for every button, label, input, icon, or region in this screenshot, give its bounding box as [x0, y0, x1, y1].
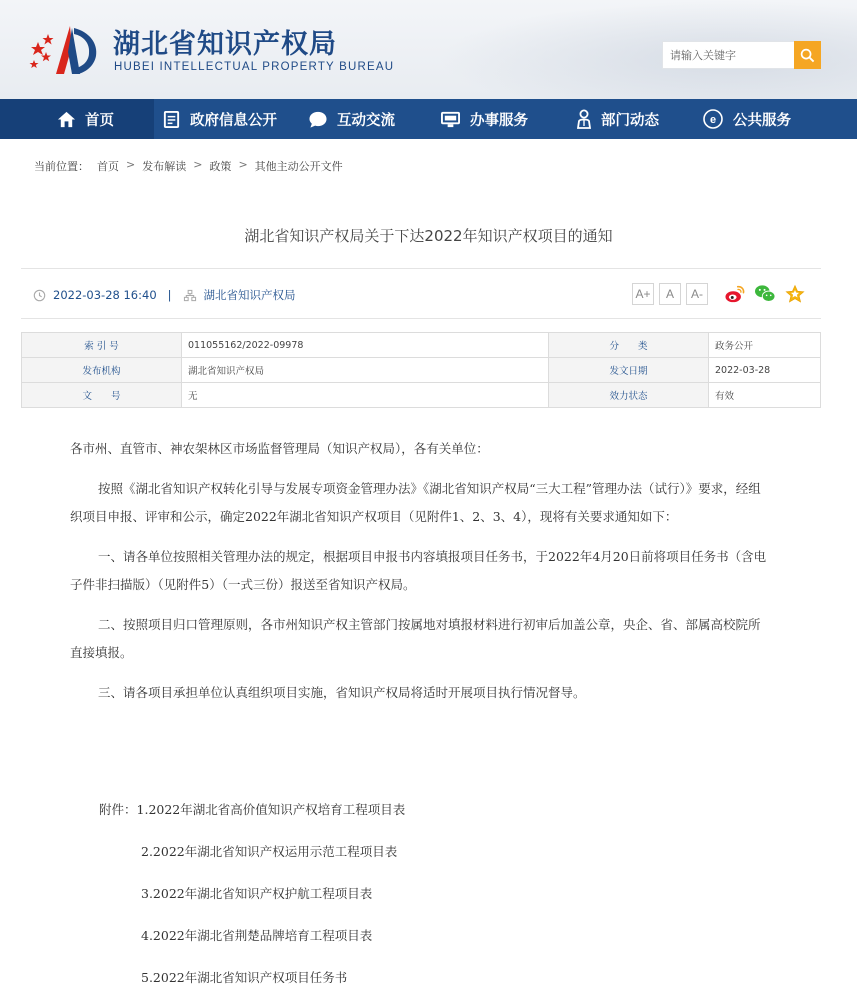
nav-item-interaction[interactable] — [298, 99, 432, 139]
article-body — [70, 435, 772, 719]
nav-label: 首页 — [85, 112, 114, 129]
person-icon — [576, 109, 592, 129]
breadcrumb-separator: > — [238, 158, 248, 171]
document-info-table — [21, 332, 821, 408]
info-value: 011055162/2022-09978 — [182, 333, 549, 358]
breadcrumb-link-home[interactable]: 首页 — [97, 160, 119, 173]
body-paragraph: 一、请各单位按照相关管理办法的规定，根据项目申报书内容填报项目任务书，于2022年4月20日前将项目任务书（含电子件非扫描版）（见附件5）（一式三份）报送至省知识产权局。 — [70, 549, 767, 592]
breadcrumb-prefix: 当前位置： — [34, 160, 89, 173]
info-value: 无 — [182, 383, 549, 408]
site-name-en: HUBEI INTELLECTUAL PROPERTY BUREAU — [114, 61, 395, 73]
info-value: 政务公开 — [709, 333, 821, 358]
favorite-button[interactable] — [784, 283, 806, 305]
info-label: 发文日期 — [549, 358, 709, 383]
font-increase-button[interactable]: A+ — [632, 283, 654, 305]
search-input[interactable] — [663, 42, 794, 68]
body-paragraph: 三、请各项目承担单位认真组织项目实施，省知识产权局将适时开展项目执行情况督导。 — [98, 685, 586, 700]
info-value: 有效 — [709, 383, 821, 408]
info-value: 湖北省知识产权局 — [182, 358, 549, 383]
nav-label: 办事服务 — [470, 112, 528, 129]
attachments-label — [99, 800, 405, 818]
article-title: 湖北省知识产权局关于下达2022年知识产权项目的通知 — [244, 227, 613, 245]
search-icon — [800, 48, 815, 63]
attachment-link[interactable]: 4.2022年湖北省荆楚品牌培育工程项目表 — [141, 928, 373, 943]
meta-separator: | — [167, 288, 172, 302]
nav-item-dept-news[interactable] — [566, 99, 694, 139]
nav-item-public-service[interactable] — [694, 99, 857, 139]
breadcrumb-separator: > — [193, 158, 203, 171]
font-default-button[interactable]: A — [659, 283, 681, 305]
bureau-logo-icon[interactable] — [26, 22, 106, 78]
publish-source: 湖北省知识产权局 — [203, 288, 296, 302]
info-label: 索 引 号 — [22, 333, 182, 358]
body-greeting: 各市州、直管市、神农架林区市场监督管理局（知识产权局），各有关单位： — [70, 441, 489, 456]
home-icon — [57, 110, 76, 129]
nav-label: 公共服务 — [733, 112, 791, 129]
attachment-link[interactable]: 1.2022年湖北省高价值知识产权培育工程项目表 — [136, 802, 406, 817]
monitor-icon — [440, 110, 461, 129]
site-name-cn: 湖北省知识产权局 — [113, 29, 337, 60]
search-button[interactable] — [794, 41, 821, 69]
breadcrumb — [34, 158, 343, 174]
ie-browser-icon — [702, 108, 724, 130]
info-label: 发布机构 — [22, 358, 182, 383]
chat-bubble-icon — [308, 110, 328, 129]
divider — [21, 318, 821, 319]
info-value: 2022-03-28 — [709, 358, 821, 383]
font-decrease-button[interactable]: A- — [686, 283, 708, 305]
star-icon — [785, 284, 805, 304]
nav-item-gov-info[interactable] — [154, 99, 298, 139]
article-meta — [33, 287, 296, 303]
font-size-controls — [632, 283, 708, 305]
breadcrumb-separator: > — [126, 158, 136, 171]
info-label: 文 号 — [22, 383, 182, 408]
organization-icon — [183, 289, 197, 302]
nav-label: 部门动态 — [601, 112, 659, 129]
table-row — [22, 383, 821, 408]
share-weibo-button[interactable] — [724, 283, 746, 305]
breadcrumb-link-policy[interactable]: 政策 — [209, 160, 232, 173]
nav-label: 政府信息公开 — [190, 112, 277, 129]
weibo-icon — [724, 284, 746, 304]
divider — [21, 268, 821, 269]
clock-icon — [33, 289, 46, 302]
main-nav — [0, 99, 857, 139]
svg-text:e: e — [709, 114, 717, 126]
table-row — [22, 333, 821, 358]
breadcrumb-link-release[interactable]: 发布解读 — [142, 160, 187, 173]
info-label: 效力状态 — [549, 383, 709, 408]
breadcrumb-link-other[interactable]: 其他主动公开文件 — [254, 160, 343, 173]
table-row — [22, 358, 821, 383]
attachment-link[interactable]: 2.2022年湖北省知识产权运用示范工程项目表 — [141, 844, 398, 859]
info-label: 分 类 — [549, 333, 709, 358]
attachment-link[interactable]: 3.2022年湖北省知识产权护航工程项目表 — [141, 886, 373, 901]
document-icon — [162, 110, 181, 129]
body-paragraph: 按照《湖北省知识产权转化引导与发展专项资金管理办法》《湖北省知识产权局“三大工程”管理办法（试行）》要求，经组织项目申报、评审和公示，确定2022年湖北省知识产权项目（见附件1、2、3、4），现将有关要求通知如下： — [70, 481, 761, 524]
nav-label: 互动交流 — [337, 112, 395, 129]
attachment-link[interactable]: 5.2022年湖北省知识产权项目任务书 — [141, 970, 348, 985]
search-box — [662, 41, 794, 69]
nav-item-home[interactable] — [0, 99, 154, 139]
body-paragraph: 二、按照项目归口管理原则，各市州知识产权主管部门按属地对填报材料进行初审后加盖公章，央企、省、部属高校院所直接填报。 — [70, 617, 761, 660]
wechat-icon — [754, 284, 776, 304]
share-wechat-button[interactable] — [754, 283, 776, 305]
publish-date: 2022-03-28 16:40 — [53, 288, 157, 302]
nav-item-services[interactable] — [432, 99, 566, 139]
attachments-label-text: 附件： — [99, 802, 137, 817]
